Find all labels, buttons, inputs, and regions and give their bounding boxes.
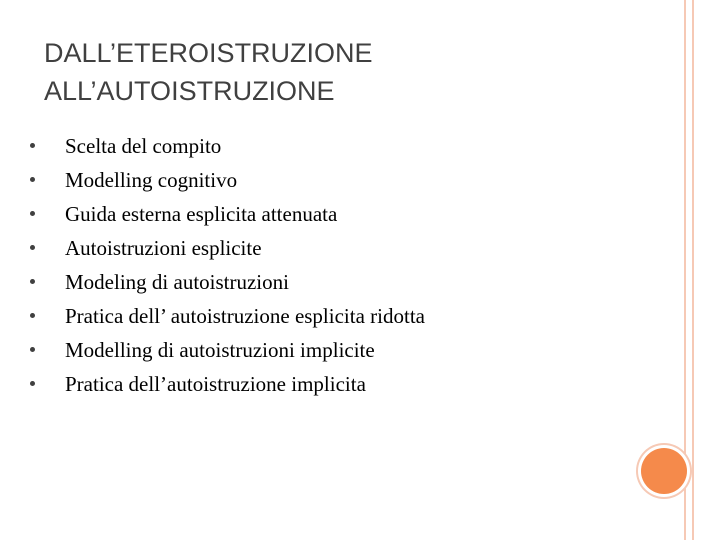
slide-title-line-1: DALL’ETEROISTRUZIONE bbox=[44, 38, 373, 68]
bullet-dot-icon bbox=[30, 143, 35, 148]
slide-title bbox=[44, 34, 644, 110]
bullet-dot-icon bbox=[30, 381, 35, 386]
bullet-text: Modeling di autoistruzioni bbox=[65, 270, 289, 294]
bullet-text: Modelling di autoistruzioni implicite bbox=[65, 338, 375, 362]
bullet-item bbox=[30, 197, 650, 231]
bullet-dot-icon bbox=[30, 347, 35, 352]
bullet-item bbox=[30, 333, 650, 367]
bullet-dot-icon bbox=[30, 177, 35, 182]
orange-circle-icon bbox=[641, 448, 687, 494]
bullet-dot-icon bbox=[30, 313, 35, 318]
bullet-item bbox=[30, 163, 650, 197]
bullet-dot-icon bbox=[30, 245, 35, 250]
vertical-rule-right bbox=[692, 0, 694, 540]
bullet-text: Autoistruzioni esplicite bbox=[65, 236, 262, 260]
bullet-item bbox=[30, 265, 650, 299]
bullet-dot-icon bbox=[30, 279, 35, 284]
bullet-text: Scelta del compito bbox=[65, 134, 222, 158]
bullet-item bbox=[30, 299, 650, 333]
slide-title-line-2: ALL’AUTOISTRUZIONE bbox=[44, 76, 335, 106]
bullet-text: Guida esterna esplicita attenuata bbox=[65, 202, 338, 226]
bullet-list bbox=[30, 129, 650, 401]
bullet-dot-icon bbox=[30, 211, 35, 216]
bullet-text: Pratica dell’autoistruzione implicita bbox=[65, 372, 366, 396]
bullet-item bbox=[30, 129, 650, 163]
bullet-text: Modelling cognitivo bbox=[65, 168, 238, 192]
bullet-item bbox=[30, 367, 650, 401]
bullet-text: Pratica dell’ autoistruzione esplicita ridotta bbox=[65, 304, 425, 328]
bullet-item bbox=[30, 231, 650, 265]
vertical-rule-left bbox=[684, 0, 686, 540]
